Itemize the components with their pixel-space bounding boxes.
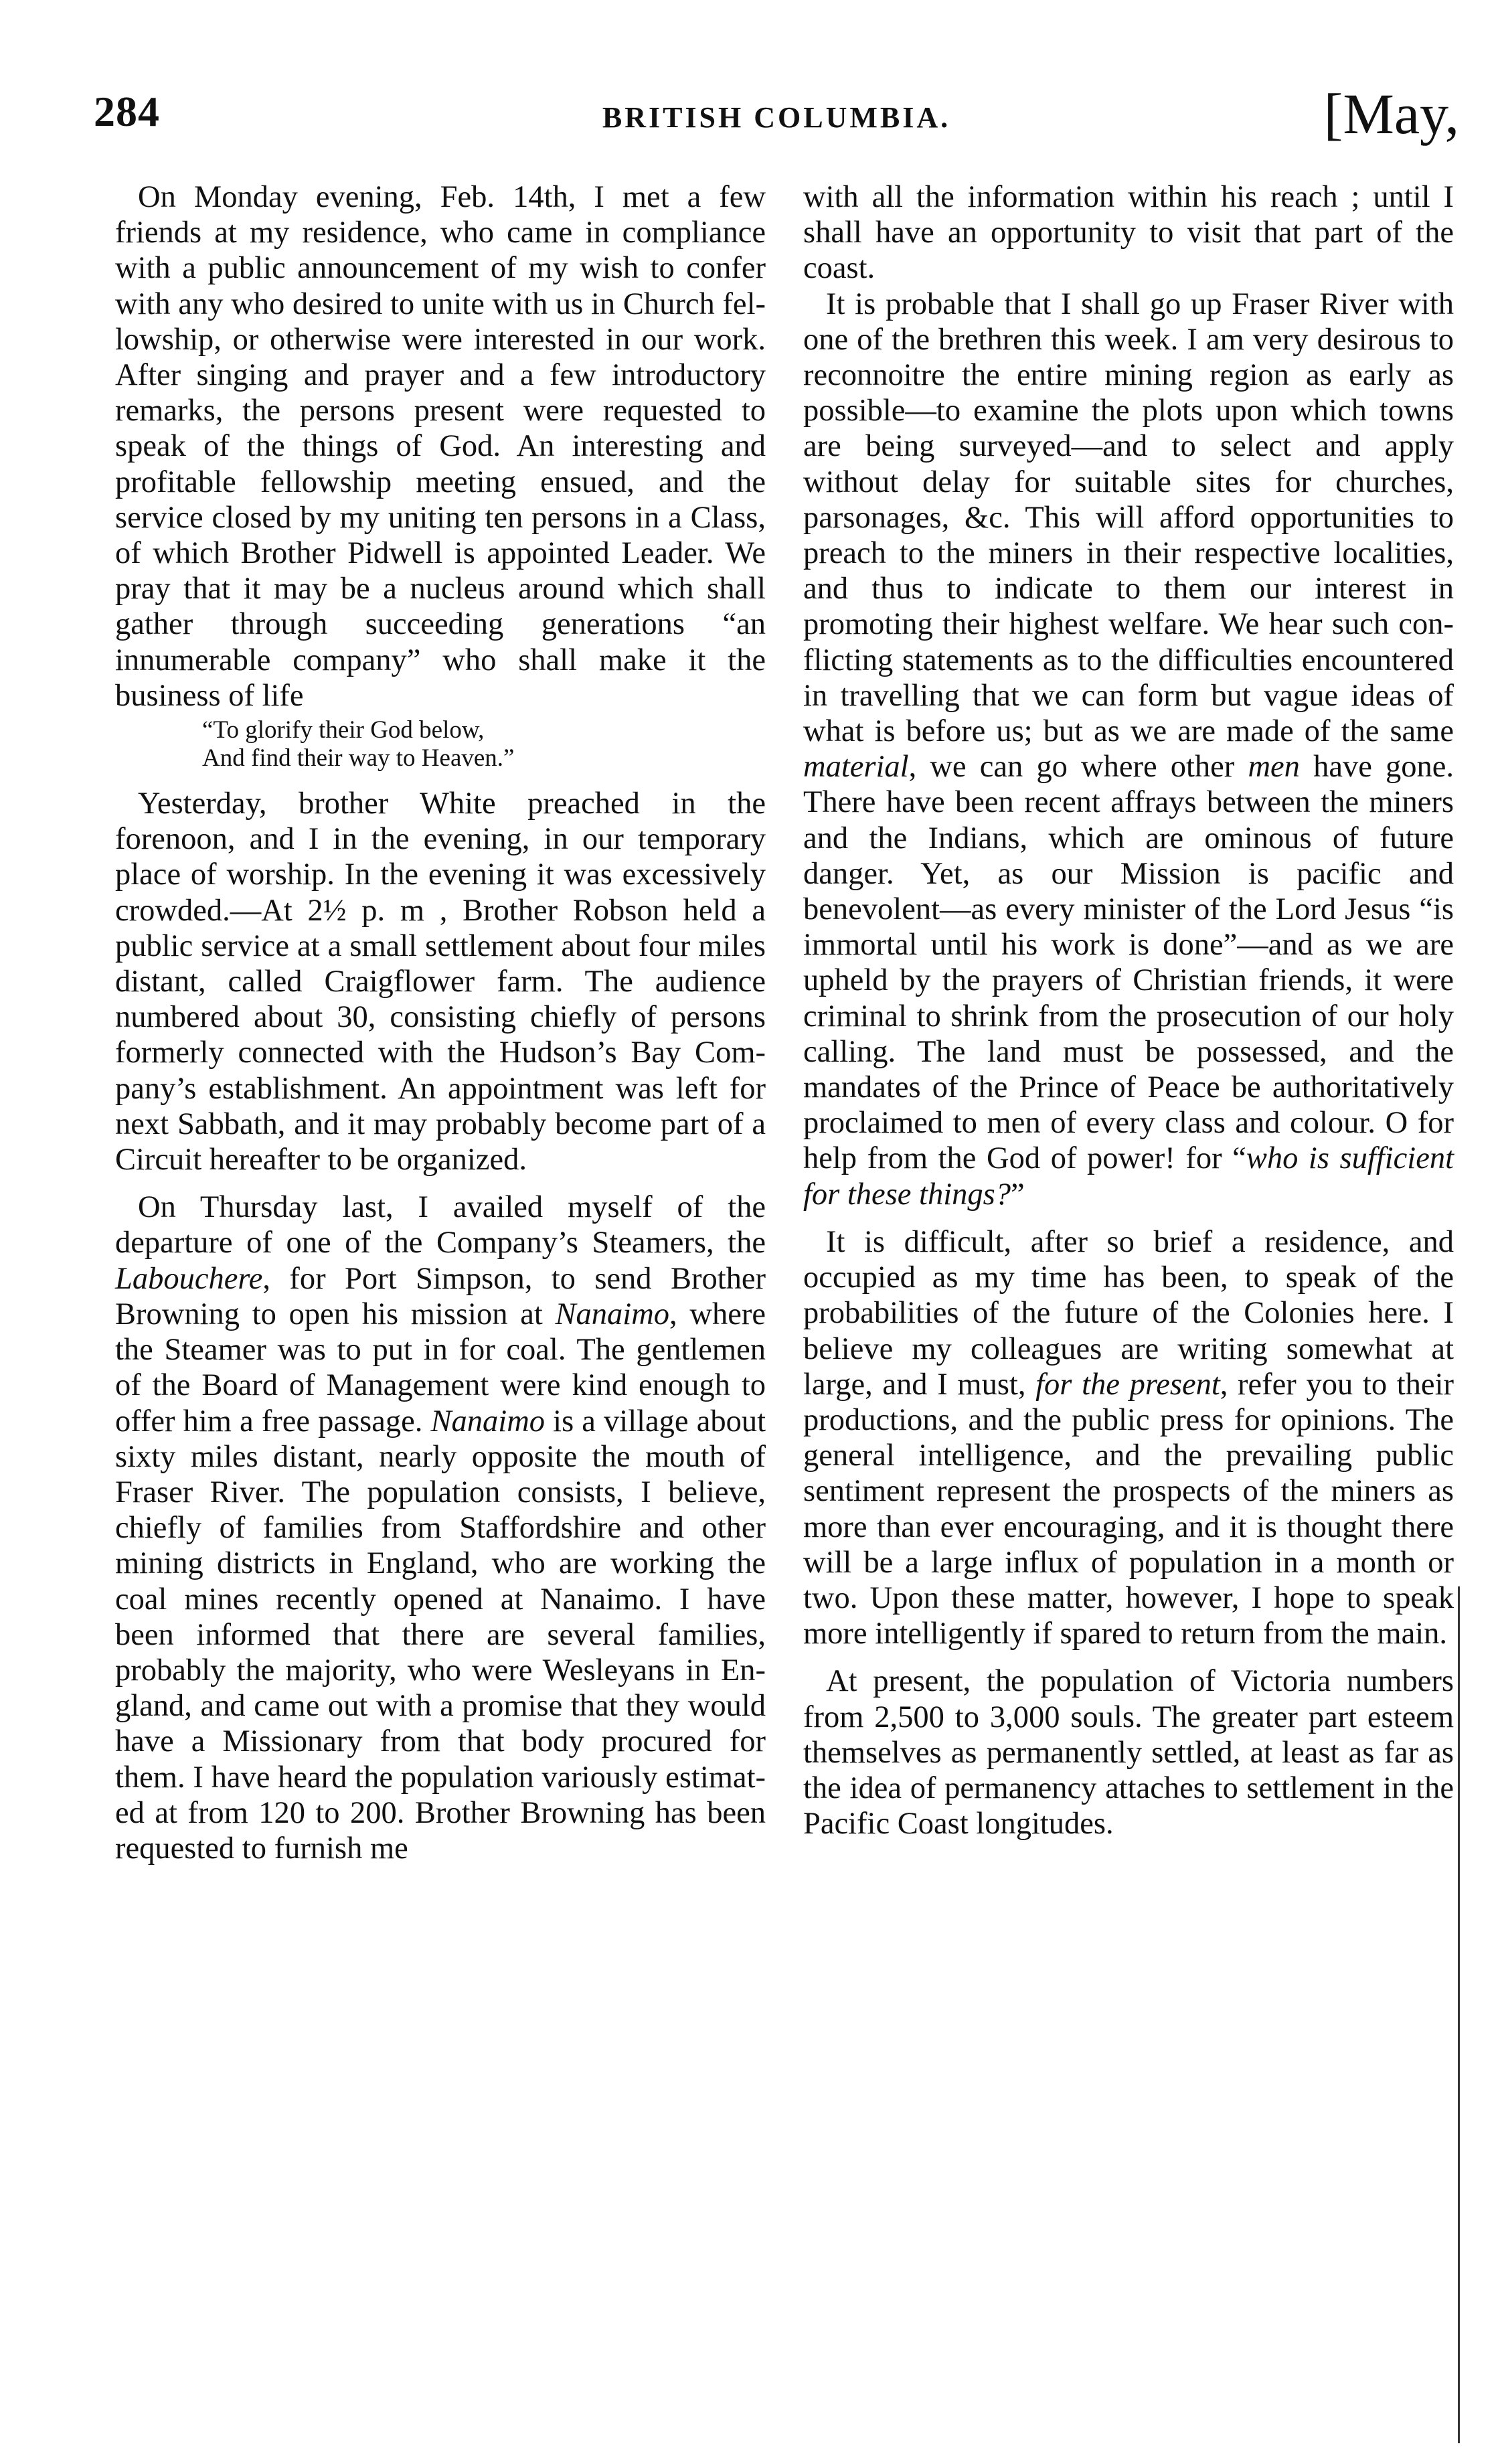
- place-name: Nanaimo: [430, 1404, 546, 1439]
- verse-line: “To glorify their God below,: [202, 716, 485, 744]
- page-header: [94, 80, 1459, 154]
- left-column: [115, 179, 766, 1866]
- page-number: 284: [94, 88, 160, 135]
- emphasis-men: men: [1248, 750, 1300, 785]
- margin-rule: [1458, 1586, 1460, 2443]
- emphasis-material: material: [803, 750, 909, 785]
- paragraph-fraser-river: It is probable that I shall go up Fraser River with one of the brethren this week. I am very desirous to reconnoitre the entire mining region as early as possible—to examine the plots upon which towns are being surveyed—and to select and apply without delay for suitable sites for churches, parsonages, &c. This will afford opportunities to preach to the miners in their respective localities, and thus to indicate to them our interest in promoting their highest welfare. We hear such conflicting statements as to the difficulties encountered in travelling that we can form but vague ideas of what is before us; but as we are made of the same material, we can go where other men have gone. There have been recent affrays between the miners and the Indians, which are ominous of future danger. Yet, as our Mission is pacific and benevolent—as every minister of the Lord Jesus “is immortal until his work is done”—and as we are upheld by the prayers of Christian friends, it were criminal to shrink from the prosecution of our holy calling. The land must be possessed, and the mandates of the Prince of Peace be authoritatively proclaimed to men of every class and colour. O for help from the God of power! for “who is sufficient for these things?”: [803, 286, 1454, 1212]
- verse-quote: [202, 716, 766, 772]
- ship-name: Labouchere: [115, 1261, 263, 1296]
- paragraph-population: At present, the population of Victoria numbers from 2,500 to 3,000 souls. The greater part esteem themselves as permanently settled, at least as far as the idea of permanency attaches to settlement in the Pacific Coast longitudes.: [803, 1664, 1454, 1841]
- paragraph-yesterday: Yesterday, brother White preached in the forenoon, and I in the evening, in our temporary place of worship. In the evening it was excessively crowded.—At 2½ p. m , Brother Robson held a public service at a small settlement about four miles distant, called Craigflower farm. The audience numbered about 30, consisting chiefly of persons formerly connected with the Hudson’s Bay Company’s establishment. An appointment was left for next Sabbath, and it may probably become part of a Circuit hereafter to be organized.: [115, 787, 766, 1177]
- verse-line: And find their way to Heaven.”: [202, 744, 515, 772]
- paragraph-continued: with all the information within his reach ; until I shall have an opportunity to visit that part of the coast.: [803, 180, 1454, 286]
- running-date: [May,: [1323, 82, 1459, 146]
- emphasis-quote: who is sufficient for these things?: [803, 1141, 1454, 1212]
- paragraph-thursday: On Thursday last, I availed myself of the departure of one of the Company’s Steamers, the Labouchere, for Port Simpson, to send Brother Browning to open his mission at Nanaimo, where the Steamer was to put in for coal. The gentlemen of the Board of Management were kind enough to offer him a free passage. Nanaimo is a village about sixty miles distant, nearly opposite the mouth of Fraser River. The population consists, I believe, chiefly of families from Staffordshire and other mining districts in England, who are working the coal mines recently opened at Nanaimo. I have been informed that there are several families, probably the majority, who were Wesleyans in England, and came out with a promise that they would have a Missionary from that body procured for them. I have heard the population variously estimated at from 120 to 200. Brother Browning has been requested to furnish me: [115, 1190, 766, 1866]
- paragraph-class-meeting: On Monday evening, Feb. 14th, I met a few friends at my residence, who came in compliance with a public announcement of my wish to confer with any who desired to unite with us in Church fellowship, or otherwise were interested in our work. After singing and prayer and a few introductory remarks, the persons present were requested to speak of the things of God. An interesting and profitable fellowship meeting ensued, and the service closed by my uniting ten persons in a Class, of which Brother Pidwell is appointed Leader. We pray that it may be a nucleus around which shall gather through succeeding generations “an innumerable company” who shall make it the business of life: [115, 180, 766, 713]
- emphasis-present: for the present: [1035, 1367, 1220, 1402]
- paragraph-prospects: It is difficult, after so brief a residence, and occupied as my time has been, to speak of the probabilities of the future of the Colonies here. I believe my colleagues are writing somewhat at large, and I must, for the present, refer you to their productions, and the public press for opinions. The general intelligence, and the prevailing public sentiment represent the prospects of the miners as more than ever encouraging, and it is thought there will be a large influx of population in a month or two. Upon these matter, however, I hope to speak more intelligently if spared to return from the main.: [803, 1224, 1454, 1651]
- place-name: Nanaimo: [555, 1297, 670, 1331]
- right-column: [803, 179, 1454, 1841]
- running-title: BRITISH COLUMBIA.: [602, 101, 951, 134]
